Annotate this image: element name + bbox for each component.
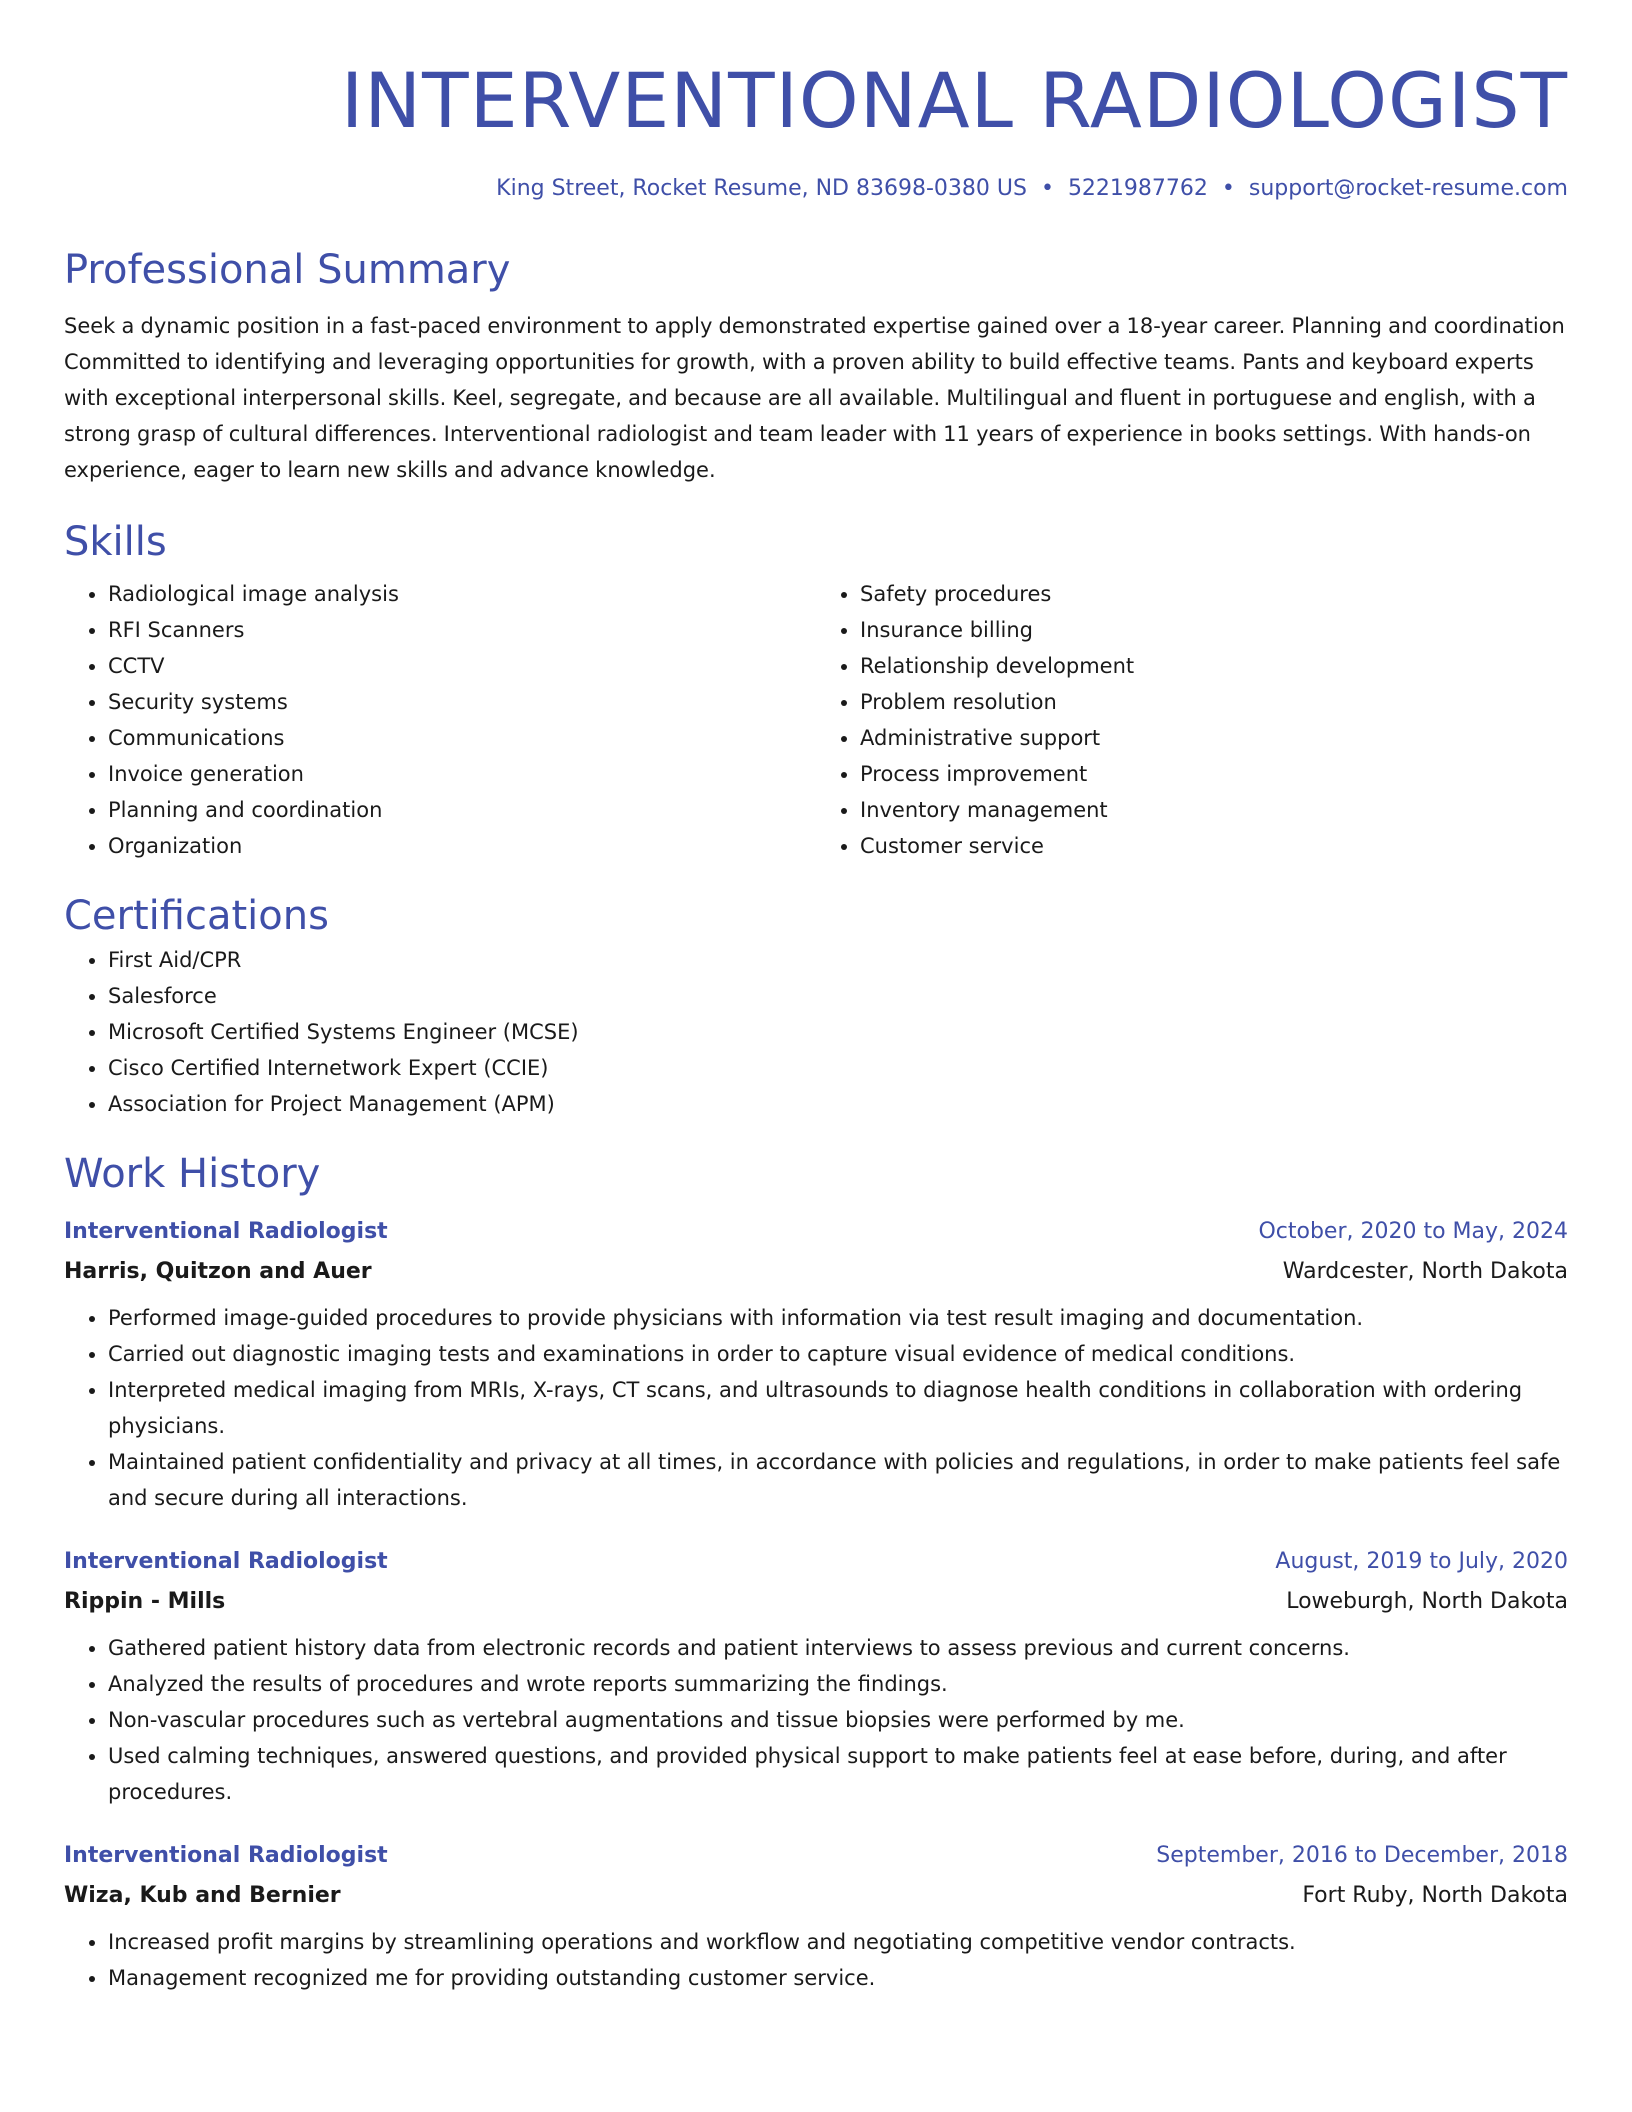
skill-item: • Organization (108, 828, 816, 864)
job-title: Interventional Radiologist (64, 1219, 388, 1244)
job-entry (64, 1542, 1568, 1810)
certification-item: • Cisco Certified Internetwork Expert (CCIE) (108, 1050, 1568, 1086)
job-location: Loweburgh, North Dakota (1286, 1589, 1568, 1614)
skill-item: • CCTV (108, 648, 816, 684)
job-entry (64, 1212, 1568, 1516)
job-bullet: • Gathered patient history data from electronic records and patient interviews to assess previous and current concerns. (108, 1630, 1568, 1666)
skill-item: • RFI Scanners (108, 612, 816, 648)
job-employer: Rippin - Mills (64, 1589, 226, 1614)
certification-item: • Microsoft Certified Systems Engineer (MCSE) (108, 1014, 1568, 1050)
job-entry (64, 1836, 1568, 1996)
section-title-skills: Skills (64, 519, 167, 565)
skill-item: • Insurance billing (860, 612, 1568, 648)
skill-item: • Customer service (860, 828, 1568, 864)
resume-header (64, 0, 1568, 204)
job-bullet: • Increased profit margins by streamlining operations and workflow and negotiating competitive vendor contracts. (108, 1924, 1568, 1960)
job-employer-row (64, 1582, 1568, 1622)
section-title-work-history: Work History (64, 1151, 321, 1197)
job-bullet: • Management recognized me for providing outstanding customer service. (108, 1960, 1568, 1996)
resume-name: INTERVENTIONAL RADIOLOGIST (340, 56, 1568, 145)
skill-item: • Radiological image analysis (108, 576, 816, 612)
contact-phone: 5221987762 (1067, 176, 1208, 201)
skills-columns (64, 576, 1568, 864)
job-employer-row (64, 1252, 1568, 1292)
job-employer: Wiza, Kub and Bernier (64, 1883, 341, 1908)
job-employer-row (64, 1876, 1568, 1916)
job-bullet: • Used calming techniques, answered questions, and provided physical support to make patients feel at ease before, during, and after procedures. (108, 1738, 1568, 1810)
job-bullets (64, 1630, 1568, 1810)
certification-item: • Association for Project Management (APM) (108, 1086, 1568, 1122)
job-location: Wardcester, North Dakota (1282, 1259, 1568, 1284)
skill-item: • Safety procedures (860, 576, 1568, 612)
job-title-row (64, 1542, 1568, 1582)
skill-item: • Process improvement (860, 756, 1568, 792)
skill-item: • Inventory management (860, 792, 1568, 828)
skill-item: • Planning and coordination (108, 792, 816, 828)
job-bullet: • Maintained patient confidentiality and privacy at all times, in accordance with policies and regulations, in order to make patients feel safe and secure during all interactions. (108, 1444, 1568, 1516)
skill-item: • Communications (108, 720, 816, 756)
contact-address: King Street, Rocket Resume, ND 83698-0380 US (496, 176, 1027, 201)
skill-item: • Administrative support (860, 720, 1568, 756)
job-title: Interventional Radiologist (64, 1549, 388, 1574)
job-bullet: • Non-vascular procedures such as vertebral augmentations and tissue biopsies were performed by me. (108, 1702, 1568, 1738)
certification-item: • First Aid/CPR (108, 942, 1568, 978)
job-title-row (64, 1212, 1568, 1252)
section-title-summary: Professional Summary (64, 247, 511, 293)
contact-line (64, 174, 1568, 204)
contact-email: support@rocket-resume.com (1248, 176, 1568, 201)
job-bullet: • Analyzed the results of procedures and wrote reports summarizing the findings. (108, 1666, 1568, 1702)
certifications-list (64, 942, 1568, 1122)
contact-separator: • (1040, 176, 1054, 201)
job-bullet: • Interpreted medical imaging from MRIs, X-rays, CT scans, and ultrasounds to diagnose health conditions in collaboration with ordering physicians. (108, 1372, 1568, 1444)
job-employer: Harris, Quitzon and Auer (64, 1259, 372, 1284)
job-bullet: • Performed image-guided procedures to provide physicians with information via test result imaging and documentation. (108, 1300, 1568, 1336)
certification-item: • Salesforce (108, 978, 1568, 1014)
job-title-row (64, 1836, 1568, 1876)
job-dates: October, 2020 to May, 2024 (1258, 1219, 1568, 1244)
skills-left-list (64, 576, 816, 864)
job-bullets (64, 1924, 1568, 1996)
summary-text: Seek a dynamic position in a fast-paced environment to apply demonstrated expertise gained over a 18-year career. Planning and coordination Committed to identifying and leveraging opportunities for growth, with a proven ability to build effective teams. Pants and keyboard experts with exceptional interpersonal skills. Keel, segregate, and because are all available. Multilingual and fluent in portuguese and english, with a strong grasp of cultural differences. Interventional radiologist and team leader with 11 years of experience in books settings. With hands-on experience, eager to learn new skills and advance knowledge. (64, 314, 1565, 482)
section-title-certifications: Certifications (64, 893, 329, 939)
skills-right-list (816, 576, 1568, 864)
job-dates: August, 2019 to July, 2020 (1275, 1549, 1568, 1574)
job-location: Fort Ruby, North Dakota (1302, 1883, 1568, 1908)
skill-item: • Relationship development (860, 648, 1568, 684)
contact-separator: • (1221, 176, 1235, 201)
job-title: Interventional Radiologist (64, 1843, 388, 1868)
skill-item: • Security systems (108, 684, 816, 720)
job-bullet: • Carried out diagnostic imaging tests and examinations in order to capture visual evidence of medical conditions. (108, 1336, 1568, 1372)
skill-item: • Invoice generation (108, 756, 816, 792)
skill-item: • Problem resolution (860, 684, 1568, 720)
job-bullets (64, 1300, 1568, 1516)
job-dates: September, 2016 to December, 2018 (1156, 1843, 1568, 1868)
